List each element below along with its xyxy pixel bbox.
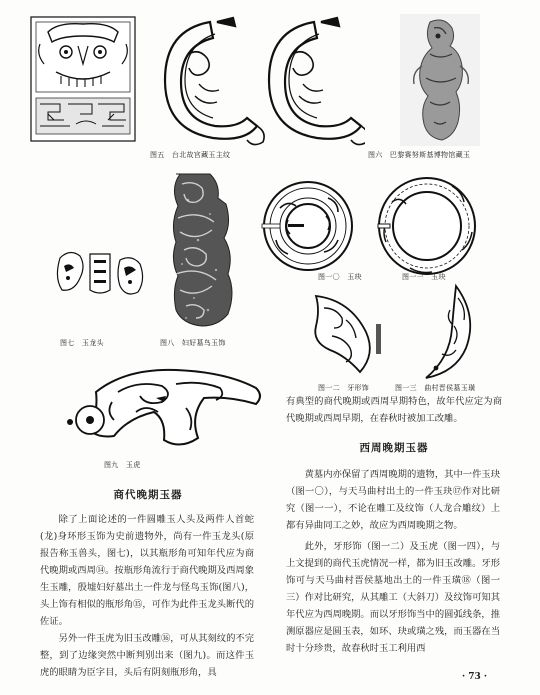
fig12-tooth-ornament-drawing xyxy=(306,290,392,378)
fig13-huang-drawing xyxy=(408,282,480,382)
fig7-dragon-head xyxy=(54,246,150,302)
fig9-tiger-drawing xyxy=(56,362,266,454)
fig11-caption: 图一一 玉玦 xyxy=(402,273,446,281)
fig7-dragon-head-drawing xyxy=(54,246,150,302)
fig9-caption: 图九 玉虎 xyxy=(104,461,141,469)
right-top-text: 有典型的商代晚期或西周早期特色，故年代应定为商代晚期或西周早期，在春秋时被加工改雕。 xyxy=(286,396,502,424)
fig11-jade-jue xyxy=(372,172,482,280)
right-top-paragraph xyxy=(286,393,502,427)
page-number: · 73 · xyxy=(462,672,488,682)
fig12-tooth-ornament xyxy=(306,290,392,378)
fig5-caption: 图五 台北故宫藏玉主纹 xyxy=(150,151,231,159)
fig8-rubbing xyxy=(158,170,240,328)
fig7-caption: 图七 玉龙头 xyxy=(60,339,104,347)
right-paragraph-1: 黄墓内亦保留了西周晚期的遗物，其中一件玉玦（图一〇），与天马曲村出土的一件玉玦⑰作对比研究（图一一），不论在雕工及纹饰（人龙合雕纹）上都有异曲同工之妙，故应为西周晚期之物。 xyxy=(286,469,500,531)
fig8-bird-ornament-drawing xyxy=(158,170,240,328)
fig5-ring-ornaments xyxy=(155,14,365,149)
right-section-heading: 西周晚期玉器 xyxy=(359,442,429,454)
fig5-tablet-image xyxy=(28,14,138,144)
fig12-caption: 图一二 牙形饰 xyxy=(318,384,370,392)
fig5-tablet-drawing xyxy=(28,14,138,144)
left-column-body xyxy=(40,511,254,681)
left-section-heading: 商代晚期玉器 xyxy=(113,489,183,501)
left-paragraph-1: 除了上面论述的一件圆雕玉人头及两件人首蛇(龙)身环形玉饰为史前遗物外，尚有一件玉龙头(原报告称玉兽头，图七)，以其瓶形角可知年代应为商代晚期或西周⑭。按瓶形角流行于商代晚期及西周象生玉雕，殷墟妇好墓出土一件龙与怪鸟玉饰(图八)，头上饰有相似的瓶形角⑮，可作为此件玉龙头断代的佐证。 xyxy=(40,514,254,627)
fig9-jade-tiger xyxy=(56,362,266,454)
fig5-rings-drawing xyxy=(155,14,365,149)
fig10-jue-drawing xyxy=(258,176,358,276)
fig6-jade-figure-drawing xyxy=(400,14,480,146)
fig10-caption: 图一〇 玉玦 xyxy=(318,273,362,281)
fig6-caption: 图六 巴黎赛努斯基博物馆藏玉 xyxy=(368,151,471,159)
fig13-caption: 图一三 曲村晋侯墓玉璜 xyxy=(395,384,476,392)
right-paragraph-2: 此外，牙形饰（图一二）及玉虎（图一四），与上文提到的商代玉虎情况一样，都为旧玉改雕。牙形饰可与天马曲村晋侯墓地出土的一件玉璜⑱（图一三）作对比研究，从其雕工（大斜刀）及纹饰可知其年代应为西周晚期。而以牙形饰当中的圆弧线条，推测原器应是圆玉表，如环、玦或璜之残，而玉器在当时十分珍贵，故春秋时玉工利用西 xyxy=(286,541,500,654)
fig6-photo xyxy=(400,14,480,146)
fig10-jade-jue xyxy=(258,176,358,276)
left-paragraph-2: 另外一件玉虎为旧玉改雕⑯，可从其刻纹的不完整，到了边缘突然中断判别出来（图九)。而这件玉虎的眼睛为臣字目，头后有阴刻瓶形角，具 xyxy=(40,633,254,678)
right-column-body xyxy=(286,466,500,657)
fig13-jade-huang xyxy=(408,282,480,382)
fig11-jue-drawing xyxy=(372,172,482,280)
fig8-caption: 图八 妇好墓鸟玉饰 xyxy=(160,339,226,347)
